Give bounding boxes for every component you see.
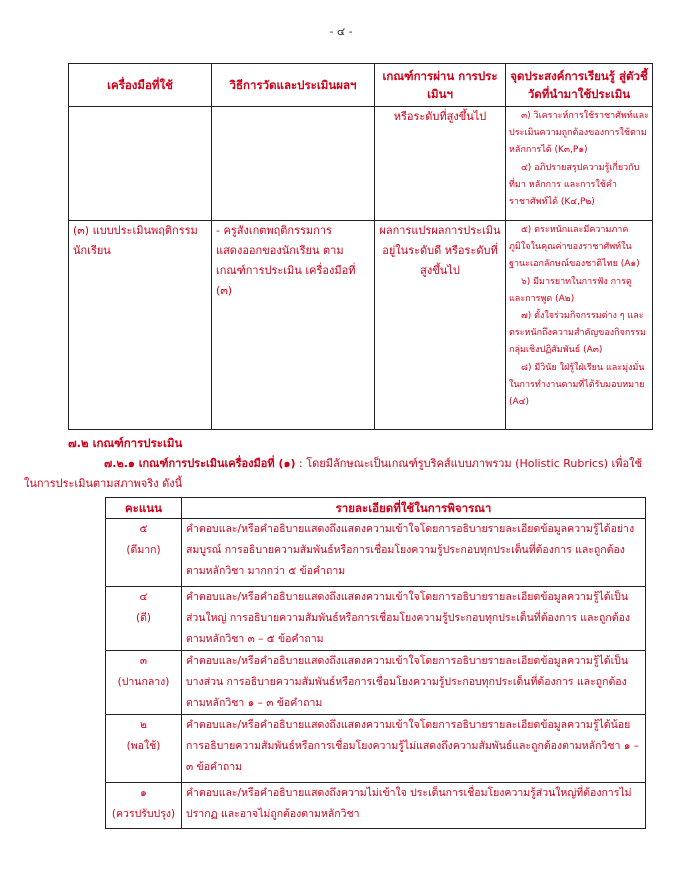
objectives-cell [506,221,653,430]
score-level: (พอใช้) [126,740,161,752]
objective-item: ๓) วิเคราะห์การใช้ราชาศัพท์และประเมินความถูกต้องของการใช้ตามหลักการได้ (K๓,P๑) [509,111,649,156]
tool-cell: (๓) แบบประเมินพฤติกรรมนักเรียน [69,221,212,430]
header-objectives: จุดประสงค์การเรียนรู้ สู่ตัวชี้วัดที่นำมาใช้ประเมิน [506,64,653,107]
header-criteria: เกณฑ์การผ่าน การประเมินฯ [375,64,506,107]
score-cell [106,783,182,829]
score-cell [106,715,182,783]
assessment-row [69,221,653,430]
assessment-header-row [69,64,653,107]
detail-cell: คำตอบและ/หรือคำอธิบายแสดงถึงแสดงความเข้าใจโดยการอธิบายรายละเอียดข้อมูลความรู้ได้เป็นส่วนใหญ่ การอธิบายความสัมพันธ์หรือการเชื่อมโยงความรู้ประกอบทุกประเด็นที่ต้องการ และถูกต้องตามหลักวิชา ๓ – ๕ ข้อคำถาม [182,587,646,651]
header-method: วิธีการวัดและประเมินผลฯ [212,64,375,107]
rubric-title: ๗.๒.๑ เกณฑ์การประเมินเครื่องมือที่ (๑) [104,457,296,470]
page-number: - ๔ - [329,25,353,38]
objective-item: ๗) ตั้งใจร่วมกิจกรรมต่าง ๆ และตระหนักถึงความสำคัญของกิจกรรมกลุ่มเชิงปฏิสัมพันธ์ (A๓) [509,311,646,356]
score-level: (ดีมาก) [126,544,161,556]
header-score: คะแนน [106,498,182,519]
rubric-row [106,783,646,829]
score-value: ๔ [139,591,148,603]
rubric-header-row [106,498,646,519]
tool-cell [69,107,212,221]
score-level: (ควรปรับปรุง) [111,808,176,820]
header-tool: เครื่องมือที่ใช้ [69,64,212,107]
objective-item: ๖) มีมารยาทในการฟัง การดู และการพูด (A๒) [509,276,632,304]
rubric-row [106,715,646,783]
header-detail: รายละเอียดที่ใช้ในการพิจารณา [182,498,646,519]
score-cell [106,587,182,651]
detail-cell: คำตอบและ/หรือคำอธิบายแสดงถึงแสดงความเข้าใจโดยการอธิบายรายละเอียดข้อมูลความรู้ได้น้อย การอธิบายความสัมพันธ์หรือการเชื่อมโยงความรู้ไม่แสดงถึงความสัมพันธ์และถูกต้องตามหลักวิชา ๑ – ๓ ข้อคำถาม [182,715,646,783]
rubric-table [105,497,646,829]
score-value: ๕ [139,523,148,535]
rubric-row [106,651,646,715]
score-cell [106,519,182,587]
objective-item: ๘) มีวินัย ใฝ่รู้ใฝ่เรียน และมุ่งมั่นในการทำงานตามที่ได้รับมอบหมาย (A๔) [509,362,645,408]
criteria-cell: ผลการแปรผลการประเมินอยู่ในระดับดี หรือระดับที่สูงขึ้นไป [375,221,506,430]
rubric-description [24,454,654,494]
score-value: ๓ [139,655,148,667]
method-cell: - ครูสังเกตพฤติกรรมการแสดงออกของนักเรียน ตามเกณฑ์การประเมิน เครื่องมือที่ (๓) [212,221,375,430]
criteria-cell: หรือระดับที่สูงขึ้นไป [375,107,506,221]
assessment-row [69,107,653,221]
detail-cell: คำตอบและ/หรือคำอธิบายแสดงถึงความไม่เข้าใจ ประเด็นการเชื่อมโยงความรู้ส่วนใหญ่ที่ต้องการไม่ปรากฏ และอาจไม่ถูกต้องตามหลักวิชา [182,783,646,829]
detail-cell: คำตอบและ/หรือคำอธิบายแสดงถึงแสดงความเข้าใจโดยการอธิบายรายละเอียดข้อมูลความรู้ได้เป็นบางส่วน การอธิบายความสัมพันธ์หรือการเชื่อมโยงความรู้ประกอบทุกประเด็นที่ต้องการ และถูกต้องตามหลักวิชา ๑ – ๓ ข้อคำถาม [182,651,646,715]
detail-cell: คำตอบและ/หรือคำอธิบายแสดงถึงแสดงความเข้าใจโดยการอธิบายรายละเอียดข้อมูลความรู้ได้อย่างสมบูรณ์ การอธิบายความสัมพันธ์หรือการเชื่อมโยงความรู้ประกอบทุกประเด็นที่ต้องการ และถูกต้องตามหลักวิชา มากกว่า ๕ ข้อคำถาม [182,519,646,587]
score-value: ๑ [140,787,147,799]
rubric-row [106,587,646,651]
score-cell [106,651,182,715]
objectives-cell [506,107,653,221]
score-level: (ปานกลาง) [117,676,170,688]
score-level: (ดี) [135,612,151,624]
rubric-row [106,519,646,587]
score-value: ๒ [140,719,147,731]
objective-item: ๕) ตระหนักและมีความภาคภูมิใจในคุณค่าของราชาศัพท์ในฐานะเอกลักษณ์ของชาติไทย (A๑) [509,225,640,270]
rubric-text: : โดยมีลักษณะเป็นเกณฑ์รูบริคส์แบบภาพรวม (Holistic Rubrics) เพื่อใช้ในการประเมินตามสภาพจริง ดังนี้ [24,457,642,490]
assessment-table [68,63,653,430]
section-heading: ๗.๒ เกณฑ์การประเมิน [68,436,183,450]
objective-item: ๔) อภิปรายสรุปความรู้เกี่ยวกับที่มา หลักการ และการใช้คำราชาศัพท์ได้ (K๔,P๒) [509,162,640,208]
method-cell [212,107,375,221]
